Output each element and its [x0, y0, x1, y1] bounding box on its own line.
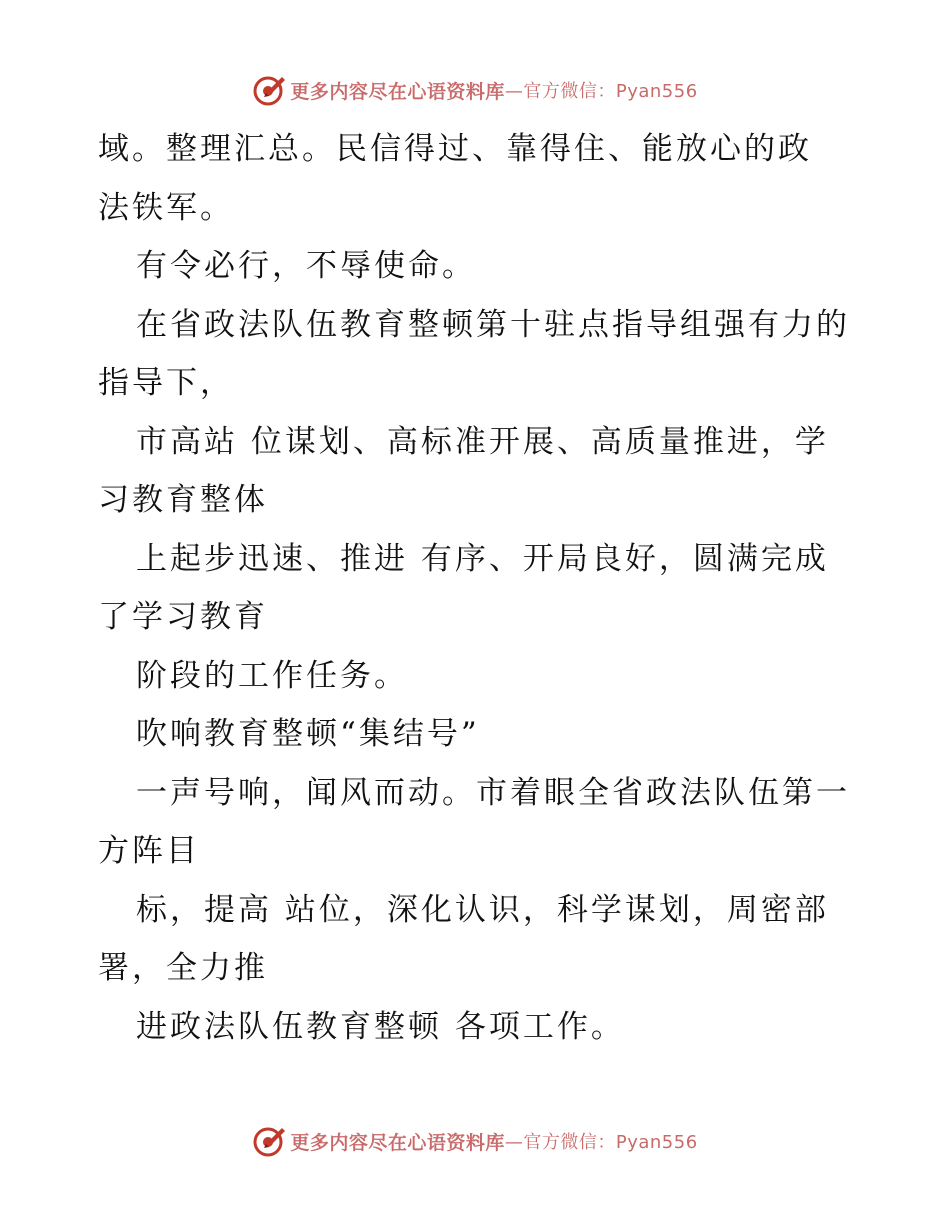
watermark-main-text: 更多内容尽在心语资料库 [290, 80, 505, 103]
text-line: 方阵目 [98, 833, 200, 869]
text-line: 进政法队伍教育整顿 各项工作。 [136, 1008, 625, 1045]
text-line: 指导下， [98, 365, 234, 401]
text-line: 市高站 位谋划、高标准开展、高质量推进，学 [136, 423, 829, 460]
text-line: 在省政法队伍教育整顿第十驻点指导组强有力的 [136, 306, 850, 343]
watermark-footer [0, 1121, 950, 1161]
watermark-header [0, 70, 950, 110]
watermark-sub-text: —官方微信：Pyan556 [504, 1132, 698, 1153]
watermark-sub-text: —官方微信：Pyan556 [504, 81, 698, 102]
text-line: 吹响教育整顿“集结号” [136, 716, 480, 752]
text-line: 法铁军。 [98, 189, 234, 226]
text-line: 有令必行，不辱使命。 [136, 248, 476, 284]
text-line: 了学习教育 [98, 599, 268, 635]
text-line: 署，全力推 [98, 950, 268, 986]
pen-logo-icon [252, 1124, 286, 1158]
text-line: 习教育整体 [98, 482, 268, 518]
text-line: 域。整理汇总。民信得过、靠得住、能放心的政 [98, 131, 812, 167]
pen-logo-icon [252, 73, 286, 107]
text-line: 一声号响，闻风而动。市着眼全省政法队伍第一 [136, 774, 850, 811]
text-line: 标，提高 站位，深化认识，科学谋划，周密部 [136, 891, 829, 928]
text-line: 上起步迅速、推进 有序、开局良好，圆满完成 [136, 540, 829, 577]
document-body [98, 120, 858, 1056]
watermark-main-text: 更多内容尽在心语资料库 [290, 1131, 505, 1154]
text-line: 阶段的工作任务。 [136, 657, 408, 694]
